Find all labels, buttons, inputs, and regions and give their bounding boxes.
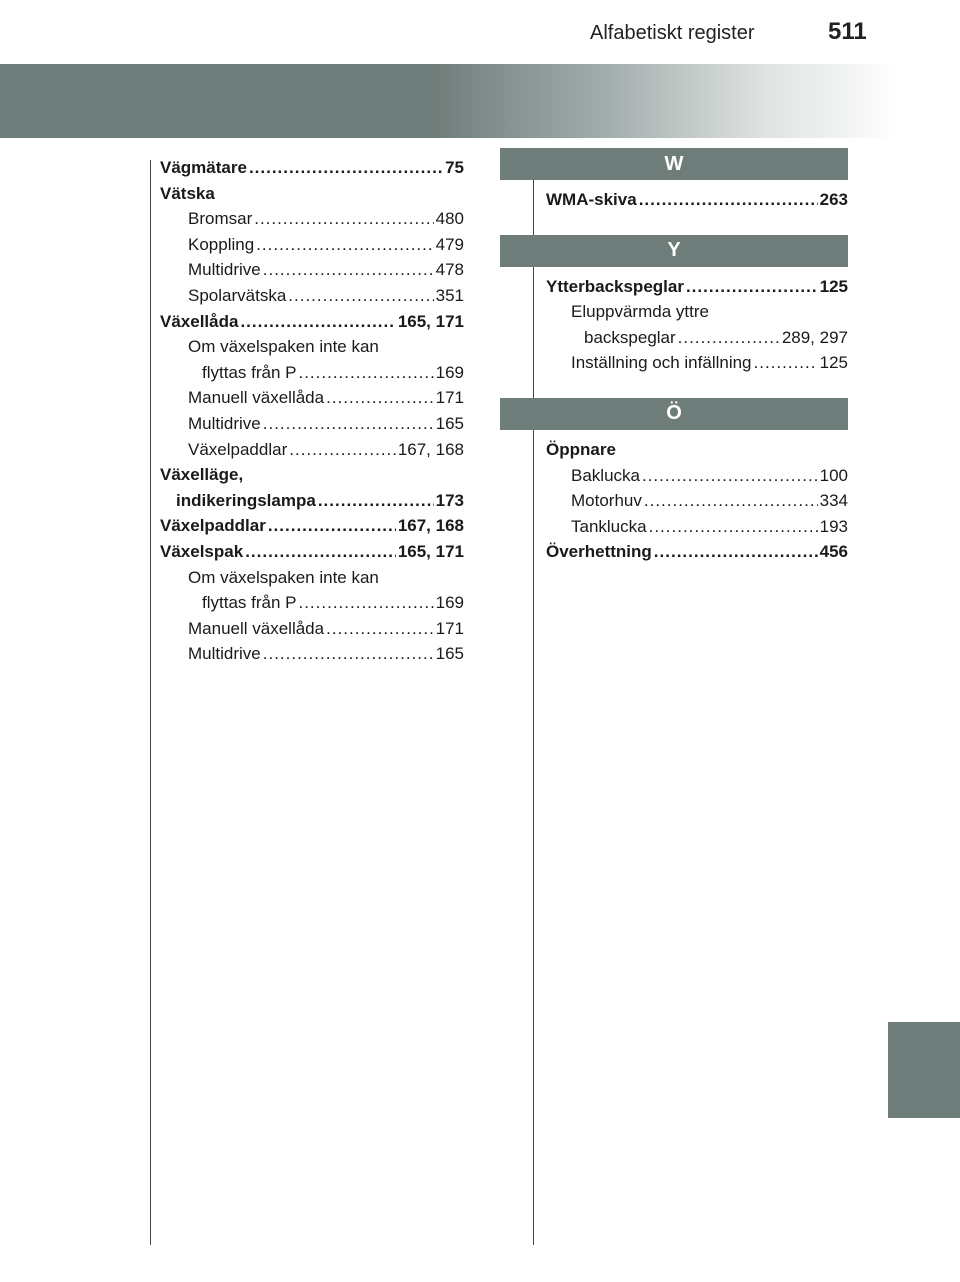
index-subentry: Bromsar ..... 480 <box>160 206 464 232</box>
index-right-column <box>546 148 848 565</box>
letter-heading-w: W <box>500 148 848 180</box>
index-left-column <box>160 155 464 667</box>
index-entry: Växelläge, <box>160 465 244 485</box>
index-entry: Växelpaddlar ..... 167, 168 <box>160 513 464 539</box>
index-subentry: Inställning och infällning ..... 125 <box>546 350 848 376</box>
index-entry: Överhettning ..... 456 <box>546 539 848 565</box>
index-subentry: Multidrive ..... 165 <box>160 641 464 667</box>
index-entry: indikeringslampa ..... 173 <box>160 488 464 514</box>
index-subentry: Multidrive ..... 165 <box>160 411 464 437</box>
index-subentry: Spolarvätska ..... 351 <box>160 283 464 309</box>
index-subentry: Manuell växellåda ..... 171 <box>160 616 464 642</box>
index-entry: Växellåda ..... 165, 171 <box>160 309 464 335</box>
index-entry: Vägmätare ..... 75 <box>160 155 464 181</box>
section-title: Alfabetiskt register <box>590 22 755 44</box>
middle-column-rule <box>533 160 534 1245</box>
index-subentry: backspeglar ..... 289, 297 <box>546 325 848 351</box>
index-entry: WMA-skiva ..... 263 <box>546 187 848 213</box>
index-subentry: Multidrive ..... 478 <box>160 257 464 283</box>
header-band <box>0 64 900 138</box>
index-subentry: Eluppvärmda yttre <box>571 302 709 322</box>
index-subentry: flyttas från P ..... 169 <box>160 590 464 616</box>
index-entry: Vätska <box>160 183 215 203</box>
index-entry: Ytterbackspeglar ..... 125 <box>546 274 848 300</box>
page-number: 511 <box>828 18 867 45</box>
index-subentry: Motorhuv ..... 334 <box>546 488 848 514</box>
index-subentry: Baklucka ..... 100 <box>546 463 848 489</box>
index-subentry: Om växelspaken inte kan <box>188 337 379 357</box>
index-subentry: Koppling ..... 479 <box>160 232 464 258</box>
chapter-thumb-tab <box>888 1022 960 1118</box>
index-subentry: Manuell växellåda ..... 171 <box>160 385 464 411</box>
index-entry: Öppnare <box>546 439 616 459</box>
letter-heading-o-umlaut: Ö <box>500 398 848 430</box>
index-subentry: flyttas från P ..... 169 <box>160 360 464 386</box>
left-column-rule <box>150 160 151 1245</box>
index-subentry: Om växelspaken inte kan <box>188 567 379 587</box>
letter-heading-y: Y <box>500 235 848 267</box>
page-header <box>0 0 960 56</box>
index-subentry: Tanklucka ..... 193 <box>546 514 848 540</box>
index-subentry: Växelpaddlar ..... 167, 168 <box>160 437 464 463</box>
index-entry: Växelspak ..... 165, 171 <box>160 539 464 565</box>
